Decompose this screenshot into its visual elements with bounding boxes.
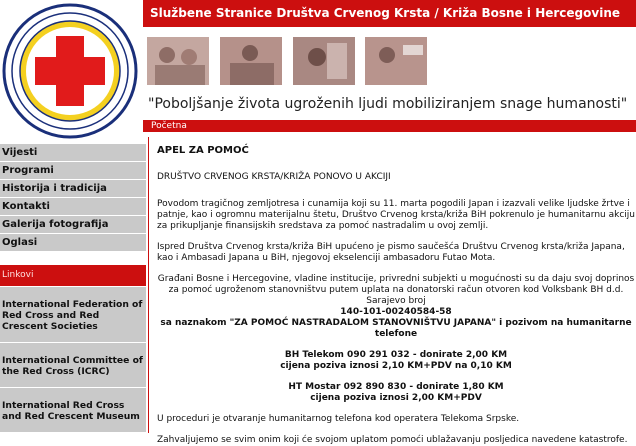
- sidebar-item-oglasi[interactable]: Oglasi: [0, 233, 146, 251]
- bh-telekom-line-1: BH Telekom 090 291 032 - donirate 2,00 KM: [284, 350, 508, 360]
- link-icrc[interactable]: International Committee of the Red Cross (ICRC): [0, 342, 146, 387]
- sidebar-item-galerija[interactable]: Galerija fotografija: [0, 215, 146, 233]
- sidebar-item-historija[interactable]: Historija i tradicija: [0, 179, 146, 197]
- bank-account-number: 140-101-00240584-58: [340, 307, 452, 317]
- article-title: APEL ZA POMOĆ: [157, 145, 249, 156]
- photo-strip: [143, 37, 636, 89]
- links-header: Linkovi: [0, 265, 146, 286]
- red-cross-logo[interactable]: [0, 0, 143, 143]
- article-subtitle: DRUŠTVO CRVENOG KRSTA/KRIŽA PONOVO U AKCIJI: [157, 172, 391, 182]
- sidebar-spacer: [0, 251, 146, 265]
- article-paragraph-5: Zahvaljujemo se svim onim koji će svojom uplatom pomoći ublažavanju posljedica navedene katastrofe.: [157, 435, 628, 445]
- header-photo-1: [147, 37, 209, 85]
- link-ifrc[interactable]: International Federation of Red Cross and Red Crescent Societies: [0, 286, 146, 342]
- sidebar-item-programi[interactable]: Programi: [0, 161, 146, 179]
- account-note: sa naznakom "ZA POMOĆ NASTRADALOM STANOVNIŠTVU JAPANA" i pozivom na humanitarne telefone: [160, 318, 632, 339]
- sidebar-item-kontakti[interactable]: Kontakti: [0, 197, 146, 215]
- article-paragraph-4: U proceduri je otvaranje humanitarnog telefona kod operatera Telekoma Srpske.: [157, 414, 520, 424]
- article-paragraph-2: Ispred Društva Crvenog krsta/križa BiH upućeno je pismo saučešća Društvu Crvenog krsta/križa Japana, kao i Ambasadi Japana u BiH, njegovoj ekselenciji ambasadoru Futao Mota.: [157, 242, 625, 263]
- sidebar-item-vijesti[interactable]: Vijesti: [0, 143, 146, 161]
- ht-mostar-line-1: HT Mostar 092 890 830 - donirate 1,80 KM: [288, 382, 504, 392]
- article-paragraph-1: Povodom tragičnog zemljotresa i cunamija koji su 11. marta pogodili Japan i izazvali velike ljudske žrtve i patnje, kao i ogromnu materijalnu štetu, Društvo Crvenog krsta/križa BiH pokrenulo je humanitarnu akciju za prikupljanje finansijskih sredstava za pomoć nastradalim u ovoj zemlji.: [157, 199, 635, 231]
- header-photo-2: [220, 37, 282, 85]
- site-title: Službene Stranice Društva Crvenog Krsta / Križa Bosne i Hercegovine: [150, 6, 620, 20]
- header-photo-3: [293, 37, 355, 85]
- tab-bar: [143, 120, 636, 132]
- main-content: [148, 137, 636, 445]
- article-paragraph-3: Građani Bosne i Hercegovine, vladine institucije, privredni subjekti u mogućnosti su da daju svoj doprinos za pomoć ugroženom stanovništvu putem uplata na donatorski račun otvoren kod Volksbank BH d.d. Sarajevo broj: [157, 274, 635, 306]
- link-museum[interactable]: International Red Cross and Red Crescent Museum: [0, 387, 146, 432]
- tab-home[interactable]: Početna: [151, 121, 187, 131]
- slogan: "Poboljšanje života ugroženih ljudi mobiliziranjem snage humanosti": [148, 96, 628, 112]
- ht-mostar-line-2: cijena poziva iznosi 2,00 KM+PDV: [310, 393, 482, 403]
- site-title-bar: [143, 0, 636, 27]
- sidebar: [0, 143, 146, 433]
- bh-telekom-line-2: cijena poziva iznosi 2,10 KM+PDV na 0,10 KM: [280, 361, 512, 371]
- header-photo-4: [365, 37, 427, 85]
